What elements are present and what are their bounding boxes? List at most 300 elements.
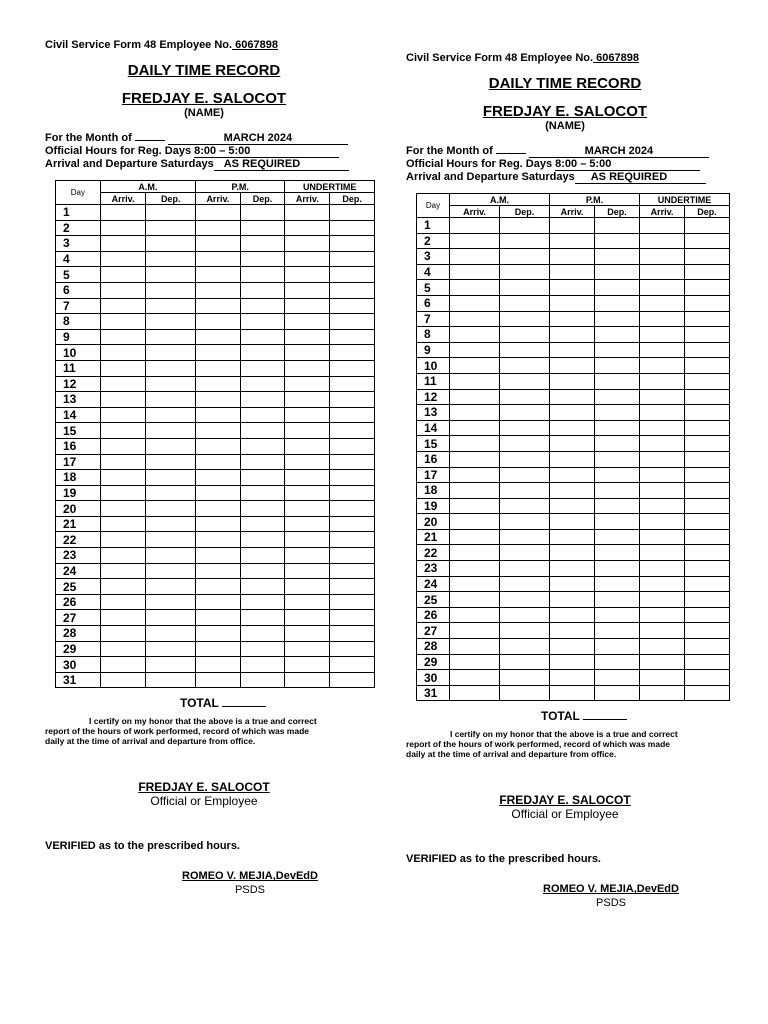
am-departure-cell[interactable] — [146, 298, 196, 314]
undertime-arrival-cell[interactable] — [640, 561, 685, 577]
pm-arrival-cell[interactable] — [550, 483, 595, 499]
undertime-arrival-cell[interactable] — [640, 311, 685, 327]
am-arrival-cell[interactable] — [450, 436, 500, 452]
pm-arrival-cell[interactable] — [550, 420, 595, 436]
undertime-arrival-cell[interactable] — [640, 358, 685, 374]
undertime-departure-cell[interactable] — [685, 545, 730, 561]
pm-arrival-cell[interactable] — [196, 329, 241, 345]
undertime-departure-cell[interactable] — [685, 420, 730, 436]
am-arrival-cell[interactable] — [100, 501, 146, 517]
pm-arrival-cell[interactable] — [196, 672, 241, 688]
undertime-arrival-cell[interactable] — [640, 467, 685, 483]
pm-departure-cell[interactable] — [240, 251, 285, 267]
pm-departure-cell[interactable] — [595, 607, 640, 623]
pm-arrival-cell[interactable] — [196, 579, 241, 595]
am-departure-cell[interactable] — [146, 454, 196, 470]
am-departure-cell[interactable] — [500, 311, 550, 327]
am-departure-cell[interactable] — [146, 438, 196, 454]
pm-departure-cell[interactable] — [240, 345, 285, 361]
undertime-departure-cell[interactable] — [330, 345, 375, 361]
undertime-departure-cell[interactable] — [330, 532, 375, 548]
undertime-departure-cell[interactable] — [685, 576, 730, 592]
undertime-arrival-cell[interactable] — [640, 420, 685, 436]
am-arrival-cell[interactable] — [450, 249, 500, 265]
pm-arrival-cell[interactable] — [550, 685, 595, 701]
am-departure-cell[interactable] — [500, 545, 550, 561]
pm-arrival-cell[interactable] — [550, 561, 595, 577]
undertime-arrival-cell[interactable] — [640, 670, 685, 686]
am-arrival-cell[interactable] — [100, 220, 146, 236]
undertime-arrival-cell[interactable] — [285, 282, 330, 298]
am-departure-cell[interactable] — [500, 373, 550, 389]
am-arrival-cell[interactable] — [450, 623, 500, 639]
pm-arrival-cell[interactable] — [550, 670, 595, 686]
am-arrival-cell[interactable] — [100, 267, 146, 283]
pm-arrival-cell[interactable] — [196, 360, 241, 376]
pm-departure-cell[interactable] — [240, 626, 285, 642]
undertime-arrival-cell[interactable] — [640, 607, 685, 623]
pm-arrival-cell[interactable] — [550, 311, 595, 327]
pm-arrival-cell[interactable] — [196, 657, 241, 673]
pm-departure-cell[interactable] — [595, 639, 640, 655]
undertime-departure-cell[interactable] — [330, 470, 375, 486]
pm-departure-cell[interactable] — [595, 529, 640, 545]
am-arrival-cell[interactable] — [450, 327, 500, 343]
am-arrival-cell[interactable] — [450, 529, 500, 545]
am-arrival-cell[interactable] — [450, 233, 500, 249]
pm-departure-cell[interactable] — [240, 579, 285, 595]
am-departure-cell[interactable] — [500, 561, 550, 577]
undertime-arrival-cell[interactable] — [640, 623, 685, 639]
undertime-arrival-cell[interactable] — [285, 470, 330, 486]
undertime-arrival-cell[interactable] — [640, 295, 685, 311]
am-departure-cell[interactable] — [500, 514, 550, 530]
pm-departure-cell[interactable] — [595, 451, 640, 467]
undertime-arrival-cell[interactable] — [640, 514, 685, 530]
undertime-departure-cell[interactable] — [685, 639, 730, 655]
pm-arrival-cell[interactable] — [196, 345, 241, 361]
undertime-departure-cell[interactable] — [685, 529, 730, 545]
pm-arrival-cell[interactable] — [550, 545, 595, 561]
pm-arrival-cell[interactable] — [550, 218, 595, 234]
am-departure-cell[interactable] — [146, 407, 196, 423]
undertime-departure-cell[interactable] — [685, 311, 730, 327]
am-departure-cell[interactable] — [146, 657, 196, 673]
pm-departure-cell[interactable] — [240, 532, 285, 548]
pm-arrival-cell[interactable] — [196, 423, 241, 439]
pm-departure-cell[interactable] — [240, 516, 285, 532]
undertime-arrival-cell[interactable] — [285, 345, 330, 361]
am-arrival-cell[interactable] — [100, 672, 146, 688]
undertime-departure-cell[interactable] — [330, 516, 375, 532]
am-departure-cell[interactable] — [146, 641, 196, 657]
undertime-arrival-cell[interactable] — [640, 342, 685, 358]
undertime-arrival-cell[interactable] — [285, 563, 330, 579]
undertime-departure-cell[interactable] — [330, 626, 375, 642]
pm-departure-cell[interactable] — [240, 392, 285, 408]
undertime-arrival-cell[interactable] — [640, 218, 685, 234]
undertime-arrival-cell[interactable] — [285, 485, 330, 501]
pm-arrival-cell[interactable] — [550, 327, 595, 343]
am-arrival-cell[interactable] — [450, 670, 500, 686]
undertime-arrival-cell[interactable] — [285, 657, 330, 673]
pm-arrival-cell[interactable] — [196, 516, 241, 532]
pm-departure-cell[interactable] — [595, 218, 640, 234]
pm-departure-cell[interactable] — [240, 563, 285, 579]
am-departure-cell[interactable] — [146, 314, 196, 330]
undertime-departure-cell[interactable] — [330, 579, 375, 595]
pm-arrival-cell[interactable] — [196, 438, 241, 454]
am-arrival-cell[interactable] — [450, 405, 500, 421]
undertime-departure-cell[interactable] — [330, 267, 375, 283]
am-arrival-cell[interactable] — [450, 654, 500, 670]
pm-arrival-cell[interactable] — [550, 373, 595, 389]
undertime-arrival-cell[interactable] — [285, 501, 330, 517]
undertime-departure-cell[interactable] — [685, 654, 730, 670]
undertime-departure-cell[interactable] — [685, 218, 730, 234]
am-arrival-cell[interactable] — [100, 626, 146, 642]
am-arrival-cell[interactable] — [100, 345, 146, 361]
am-departure-cell[interactable] — [500, 389, 550, 405]
undertime-departure-cell[interactable] — [685, 327, 730, 343]
am-arrival-cell[interactable] — [450, 218, 500, 234]
pm-departure-cell[interactable] — [595, 623, 640, 639]
undertime-departure-cell[interactable] — [330, 454, 375, 470]
undertime-arrival-cell[interactable] — [285, 626, 330, 642]
pm-departure-cell[interactable] — [240, 610, 285, 626]
am-departure-cell[interactable] — [146, 329, 196, 345]
pm-departure-cell[interactable] — [240, 438, 285, 454]
pm-departure-cell[interactable] — [240, 298, 285, 314]
undertime-departure-cell[interactable] — [685, 467, 730, 483]
am-departure-cell[interactable] — [146, 251, 196, 267]
am-departure-cell[interactable] — [146, 376, 196, 392]
am-arrival-cell[interactable] — [450, 451, 500, 467]
pm-departure-cell[interactable] — [240, 236, 285, 252]
am-departure-cell[interactable] — [146, 423, 196, 439]
am-arrival-cell[interactable] — [450, 545, 500, 561]
pm-arrival-cell[interactable] — [550, 514, 595, 530]
pm-departure-cell[interactable] — [595, 685, 640, 701]
pm-departure-cell[interactable] — [240, 267, 285, 283]
undertime-arrival-cell[interactable] — [285, 516, 330, 532]
undertime-departure-cell[interactable] — [330, 548, 375, 564]
undertime-departure-cell[interactable] — [685, 623, 730, 639]
am-departure-cell[interactable] — [146, 548, 196, 564]
am-arrival-cell[interactable] — [100, 392, 146, 408]
am-arrival-cell[interactable] — [450, 576, 500, 592]
am-arrival-cell[interactable] — [100, 314, 146, 330]
undertime-departure-cell[interactable] — [685, 483, 730, 499]
undertime-departure-cell[interactable] — [330, 329, 375, 345]
undertime-arrival-cell[interactable] — [640, 264, 685, 280]
pm-departure-cell[interactable] — [595, 389, 640, 405]
undertime-departure-cell[interactable] — [330, 376, 375, 392]
pm-arrival-cell[interactable] — [196, 251, 241, 267]
am-arrival-cell[interactable] — [450, 295, 500, 311]
am-arrival-cell[interactable] — [450, 373, 500, 389]
am-arrival-cell[interactable] — [450, 561, 500, 577]
undertime-departure-cell[interactable] — [330, 392, 375, 408]
am-arrival-cell[interactable] — [100, 329, 146, 345]
am-departure-cell[interactable] — [500, 670, 550, 686]
undertime-departure-cell[interactable] — [685, 249, 730, 265]
am-departure-cell[interactable] — [146, 501, 196, 517]
pm-arrival-cell[interactable] — [550, 451, 595, 467]
undertime-departure-cell[interactable] — [330, 657, 375, 673]
undertime-arrival-cell[interactable] — [285, 220, 330, 236]
am-departure-cell[interactable] — [146, 485, 196, 501]
undertime-departure-cell[interactable] — [330, 360, 375, 376]
pm-arrival-cell[interactable] — [550, 576, 595, 592]
undertime-arrival-cell[interactable] — [640, 373, 685, 389]
am-departure-cell[interactable] — [500, 592, 550, 608]
pm-arrival-cell[interactable] — [550, 498, 595, 514]
pm-departure-cell[interactable] — [595, 233, 640, 249]
am-arrival-cell[interactable] — [100, 657, 146, 673]
pm-departure-cell[interactable] — [595, 420, 640, 436]
undertime-departure-cell[interactable] — [685, 389, 730, 405]
undertime-arrival-cell[interactable] — [285, 594, 330, 610]
pm-arrival-cell[interactable] — [196, 641, 241, 657]
pm-arrival-cell[interactable] — [196, 470, 241, 486]
am-arrival-cell[interactable] — [100, 282, 146, 298]
am-arrival-cell[interactable] — [450, 639, 500, 655]
am-departure-cell[interactable] — [146, 563, 196, 579]
undertime-departure-cell[interactable] — [685, 373, 730, 389]
pm-departure-cell[interactable] — [595, 498, 640, 514]
pm-arrival-cell[interactable] — [550, 467, 595, 483]
undertime-departure-cell[interactable] — [685, 514, 730, 530]
undertime-arrival-cell[interactable] — [640, 529, 685, 545]
undertime-departure-cell[interactable] — [330, 563, 375, 579]
pm-departure-cell[interactable] — [595, 436, 640, 452]
undertime-arrival-cell[interactable] — [640, 576, 685, 592]
am-arrival-cell[interactable] — [450, 483, 500, 499]
pm-arrival-cell[interactable] — [550, 654, 595, 670]
pm-departure-cell[interactable] — [595, 483, 640, 499]
pm-departure-cell[interactable] — [595, 467, 640, 483]
am-arrival-cell[interactable] — [100, 470, 146, 486]
pm-departure-cell[interactable] — [240, 205, 285, 221]
undertime-departure-cell[interactable] — [685, 498, 730, 514]
pm-departure-cell[interactable] — [595, 264, 640, 280]
undertime-arrival-cell[interactable] — [285, 329, 330, 345]
undertime-arrival-cell[interactable] — [640, 233, 685, 249]
pm-departure-cell[interactable] — [595, 342, 640, 358]
undertime-departure-cell[interactable] — [685, 436, 730, 452]
pm-arrival-cell[interactable] — [550, 358, 595, 374]
pm-departure-cell[interactable] — [595, 514, 640, 530]
am-arrival-cell[interactable] — [100, 532, 146, 548]
pm-arrival-cell[interactable] — [196, 205, 241, 221]
undertime-departure-cell[interactable] — [685, 280, 730, 296]
am-arrival-cell[interactable] — [450, 280, 500, 296]
am-arrival-cell[interactable] — [450, 342, 500, 358]
undertime-arrival-cell[interactable] — [285, 610, 330, 626]
undertime-arrival-cell[interactable] — [640, 654, 685, 670]
am-arrival-cell[interactable] — [100, 205, 146, 221]
pm-arrival-cell[interactable] — [550, 264, 595, 280]
am-arrival-cell[interactable] — [450, 420, 500, 436]
am-arrival-cell[interactable] — [100, 548, 146, 564]
am-departure-cell[interactable] — [500, 342, 550, 358]
pm-departure-cell[interactable] — [240, 282, 285, 298]
am-arrival-cell[interactable] — [450, 358, 500, 374]
pm-departure-cell[interactable] — [595, 670, 640, 686]
undertime-arrival-cell[interactable] — [285, 392, 330, 408]
pm-arrival-cell[interactable] — [550, 405, 595, 421]
am-departure-cell[interactable] — [146, 672, 196, 688]
am-departure-cell[interactable] — [500, 607, 550, 623]
am-departure-cell[interactable] — [146, 282, 196, 298]
pm-departure-cell[interactable] — [240, 548, 285, 564]
pm-arrival-cell[interactable] — [196, 376, 241, 392]
am-arrival-cell[interactable] — [450, 311, 500, 327]
pm-departure-cell[interactable] — [595, 373, 640, 389]
pm-arrival-cell[interactable] — [550, 592, 595, 608]
undertime-arrival-cell[interactable] — [285, 407, 330, 423]
pm-arrival-cell[interactable] — [196, 282, 241, 298]
undertime-arrival-cell[interactable] — [640, 685, 685, 701]
am-departure-cell[interactable] — [146, 610, 196, 626]
am-arrival-cell[interactable] — [100, 438, 146, 454]
undertime-arrival-cell[interactable] — [285, 672, 330, 688]
pm-departure-cell[interactable] — [240, 657, 285, 673]
pm-arrival-cell[interactable] — [550, 529, 595, 545]
pm-arrival-cell[interactable] — [196, 501, 241, 517]
undertime-arrival-cell[interactable] — [285, 376, 330, 392]
undertime-departure-cell[interactable] — [330, 314, 375, 330]
undertime-arrival-cell[interactable] — [640, 280, 685, 296]
am-arrival-cell[interactable] — [450, 514, 500, 530]
am-departure-cell[interactable] — [500, 654, 550, 670]
undertime-arrival-cell[interactable] — [640, 451, 685, 467]
pm-arrival-cell[interactable] — [196, 392, 241, 408]
am-arrival-cell[interactable] — [100, 610, 146, 626]
pm-arrival-cell[interactable] — [550, 342, 595, 358]
pm-departure-cell[interactable] — [595, 358, 640, 374]
am-arrival-cell[interactable] — [450, 467, 500, 483]
pm-departure-cell[interactable] — [240, 314, 285, 330]
am-departure-cell[interactable] — [500, 685, 550, 701]
undertime-arrival-cell[interactable] — [640, 592, 685, 608]
undertime-arrival-cell[interactable] — [640, 405, 685, 421]
pm-departure-cell[interactable] — [240, 220, 285, 236]
am-arrival-cell[interactable] — [100, 360, 146, 376]
pm-arrival-cell[interactable] — [196, 267, 241, 283]
pm-departure-cell[interactable] — [595, 576, 640, 592]
am-arrival-cell[interactable] — [100, 236, 146, 252]
pm-departure-cell[interactable] — [595, 280, 640, 296]
undertime-departure-cell[interactable] — [330, 501, 375, 517]
pm-departure-cell[interactable] — [595, 592, 640, 608]
am-arrival-cell[interactable] — [450, 498, 500, 514]
pm-arrival-cell[interactable] — [196, 626, 241, 642]
am-departure-cell[interactable] — [146, 345, 196, 361]
am-arrival-cell[interactable] — [100, 454, 146, 470]
pm-arrival-cell[interactable] — [196, 485, 241, 501]
am-departure-cell[interactable] — [146, 579, 196, 595]
am-arrival-cell[interactable] — [450, 264, 500, 280]
undertime-arrival-cell[interactable] — [640, 436, 685, 452]
pm-arrival-cell[interactable] — [550, 623, 595, 639]
undertime-arrival-cell[interactable] — [285, 251, 330, 267]
undertime-arrival-cell[interactable] — [285, 267, 330, 283]
pm-arrival-cell[interactable] — [196, 454, 241, 470]
am-departure-cell[interactable] — [500, 358, 550, 374]
undertime-departure-cell[interactable] — [685, 451, 730, 467]
pm-departure-cell[interactable] — [240, 672, 285, 688]
am-departure-cell[interactable] — [146, 626, 196, 642]
am-arrival-cell[interactable] — [100, 641, 146, 657]
am-departure-cell[interactable] — [500, 405, 550, 421]
undertime-departure-cell[interactable] — [685, 233, 730, 249]
undertime-departure-cell[interactable] — [685, 607, 730, 623]
undertime-arrival-cell[interactable] — [285, 423, 330, 439]
am-departure-cell[interactable] — [146, 516, 196, 532]
undertime-arrival-cell[interactable] — [640, 327, 685, 343]
pm-arrival-cell[interactable] — [196, 314, 241, 330]
pm-departure-cell[interactable] — [595, 561, 640, 577]
am-arrival-cell[interactable] — [100, 563, 146, 579]
am-arrival-cell[interactable] — [450, 607, 500, 623]
undertime-arrival-cell[interactable] — [285, 579, 330, 595]
am-arrival-cell[interactable] — [100, 298, 146, 314]
am-departure-cell[interactable] — [146, 532, 196, 548]
undertime-departure-cell[interactable] — [685, 592, 730, 608]
am-arrival-cell[interactable] — [100, 376, 146, 392]
undertime-departure-cell[interactable] — [685, 405, 730, 421]
am-departure-cell[interactable] — [500, 576, 550, 592]
am-departure-cell[interactable] — [500, 233, 550, 249]
am-departure-cell[interactable] — [146, 392, 196, 408]
undertime-arrival-cell[interactable] — [285, 205, 330, 221]
undertime-arrival-cell[interactable] — [285, 360, 330, 376]
pm-departure-cell[interactable] — [240, 485, 285, 501]
undertime-departure-cell[interactable] — [330, 610, 375, 626]
am-arrival-cell[interactable] — [450, 592, 500, 608]
undertime-departure-cell[interactable] — [330, 251, 375, 267]
am-departure-cell[interactable] — [500, 295, 550, 311]
pm-departure-cell[interactable] — [595, 327, 640, 343]
am-departure-cell[interactable] — [500, 639, 550, 655]
pm-departure-cell[interactable] — [240, 470, 285, 486]
pm-departure-cell[interactable] — [240, 376, 285, 392]
pm-arrival-cell[interactable] — [550, 389, 595, 405]
undertime-arrival-cell[interactable] — [285, 641, 330, 657]
pm-departure-cell[interactable] — [240, 641, 285, 657]
pm-departure-cell[interactable] — [595, 654, 640, 670]
undertime-departure-cell[interactable] — [685, 561, 730, 577]
undertime-arrival-cell[interactable] — [640, 389, 685, 405]
am-departure-cell[interactable] — [500, 467, 550, 483]
undertime-arrival-cell[interactable] — [640, 483, 685, 499]
am-arrival-cell[interactable] — [100, 485, 146, 501]
am-departure-cell[interactable] — [500, 327, 550, 343]
pm-departure-cell[interactable] — [595, 295, 640, 311]
pm-arrival-cell[interactable] — [196, 594, 241, 610]
am-departure-cell[interactable] — [500, 218, 550, 234]
undertime-departure-cell[interactable] — [685, 264, 730, 280]
pm-departure-cell[interactable] — [240, 407, 285, 423]
am-arrival-cell[interactable] — [100, 579, 146, 595]
am-departure-cell[interactable] — [146, 205, 196, 221]
undertime-departure-cell[interactable] — [685, 670, 730, 686]
undertime-arrival-cell[interactable] — [640, 639, 685, 655]
pm-arrival-cell[interactable] — [196, 407, 241, 423]
am-arrival-cell[interactable] — [450, 685, 500, 701]
